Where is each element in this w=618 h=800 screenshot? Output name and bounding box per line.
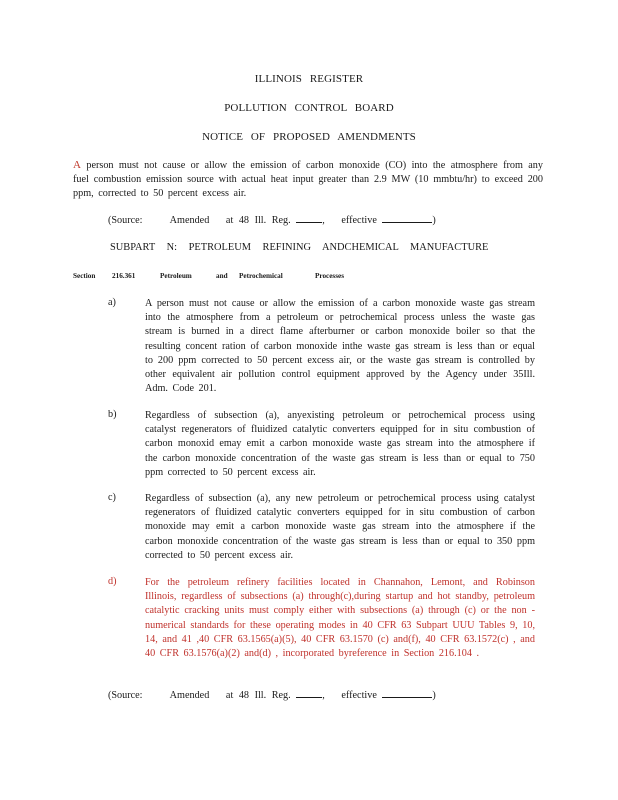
source-2-prefix: (Source: Amended at 48 Ill. Reg. [108,690,297,701]
intro-first-letter: A [73,159,81,171]
intro-text: person must not cause or allow the emission of carbon monoxide (CO) into the atmosphere from any fuel combustion emission source with actual heat input greater than 2.9 MW (10 mmbtu/hr) to exceed 200 ppm, corrected to 50 percent excess air. [73,160,543,200]
source-note-2 [108,688,436,701]
intro-paragraph [73,158,543,202]
source-1-effective-blank [382,213,432,223]
item-b-text: Regardless of subsection (a), anyexisting petroleum or petrochemical process using catalyst regenerators of fluidized catalytic converters equipped for in situ combustion of carbon monoxid emay emit a carbon monoxide waste gas stream into the atmosphere if the carbon monoxide concentration of the waste gas stream is less than or equal to 750 ppm corrected to 50 percent excess air. [145,410,535,478]
notice-title: NOTICE OF PROPOSED AMENDMENTS [202,131,416,143]
source-2-suffix: ) [432,690,436,701]
source-1-middle: , effective [322,215,383,226]
source-note-1 [108,213,436,226]
section-word-2: and [216,272,228,280]
section-label: Section [73,272,96,280]
item-a-marker: a) [108,297,116,308]
item-c-text: Regardless of subsection (a), any new petroleum or petrochemical process using catalyst regenerators of fluidized catalytic converters equipped for in situ combustion of carbon monoxide may emit a carbon monoxide waste gas stream into the atmosphere if the carbon monoxide concentration of the waste gas stream is less than or equal to 350 ppm corrected to 50 percent excess air. [145,493,535,561]
item-a-text: A person must not cause or allow the emission of a carbon monoxide waste gas stream into the atmosphere from a petroleum or petrochemical process unless the waste gas stream is burned in a direct flame afterburner or carbon monoxide boiler so that the resulting concent ration of carbon monoxide inthe waste gas stream is less than or equal to 200 ppm corrected to 50 percent excess air, or the waste gas stream is controlled by other equivalent air pollution control equipment approved by the Agency under 35Ill. Adm. Code 201. [145,298,535,395]
subpart-heading: SUBPART N: PETROLEUM REFINING ANDCHEMICAL MANUFACTURE [110,242,489,253]
section-number: 216.361 [112,272,136,280]
board-title: POLLUTION CONTROL BOARD [224,102,394,114]
source-1-register-blank [296,213,322,223]
register-title: ILLINOIS REGISTER [254,73,364,85]
source-1-suffix: ) [432,215,436,226]
section-word-1: Petroleum [160,272,192,280]
section-word-3: Petrochemical [239,272,283,280]
source-2-middle: , effective [322,690,383,701]
item-c-marker: c) [108,492,116,503]
item-d-marker: d) [108,576,117,587]
item-b-marker: b) [108,409,117,420]
source-2-register-blank [296,688,322,698]
section-word-4: Processes [315,272,345,280]
item-d-text: For the petroleum refinery facilities located in Channahon, Lemont, and Robinson Illinois, regardless of subsections (a) through(c),during startup and hot standby, petroleum catalytic cracking units must comply either with subsections (a) through (c) or the non -numerical standards for these operating modes in 40 CFR 63 Subpart UUU Tables 9, 10, 14, and 41 ,40 CFR 63.1565(a)(5), 40 CFR 63.1570 (c) and(f), 40 CFR 63.1572(c) , and 40 CFR 63.1576(a)(2) and(d) , incorporated byreference in Section 216.104 . [145,577,535,660]
source-2-effective-blank [382,688,432,698]
source-1-prefix: (Source: Amended at 48 Ill. Reg. [108,215,297,226]
